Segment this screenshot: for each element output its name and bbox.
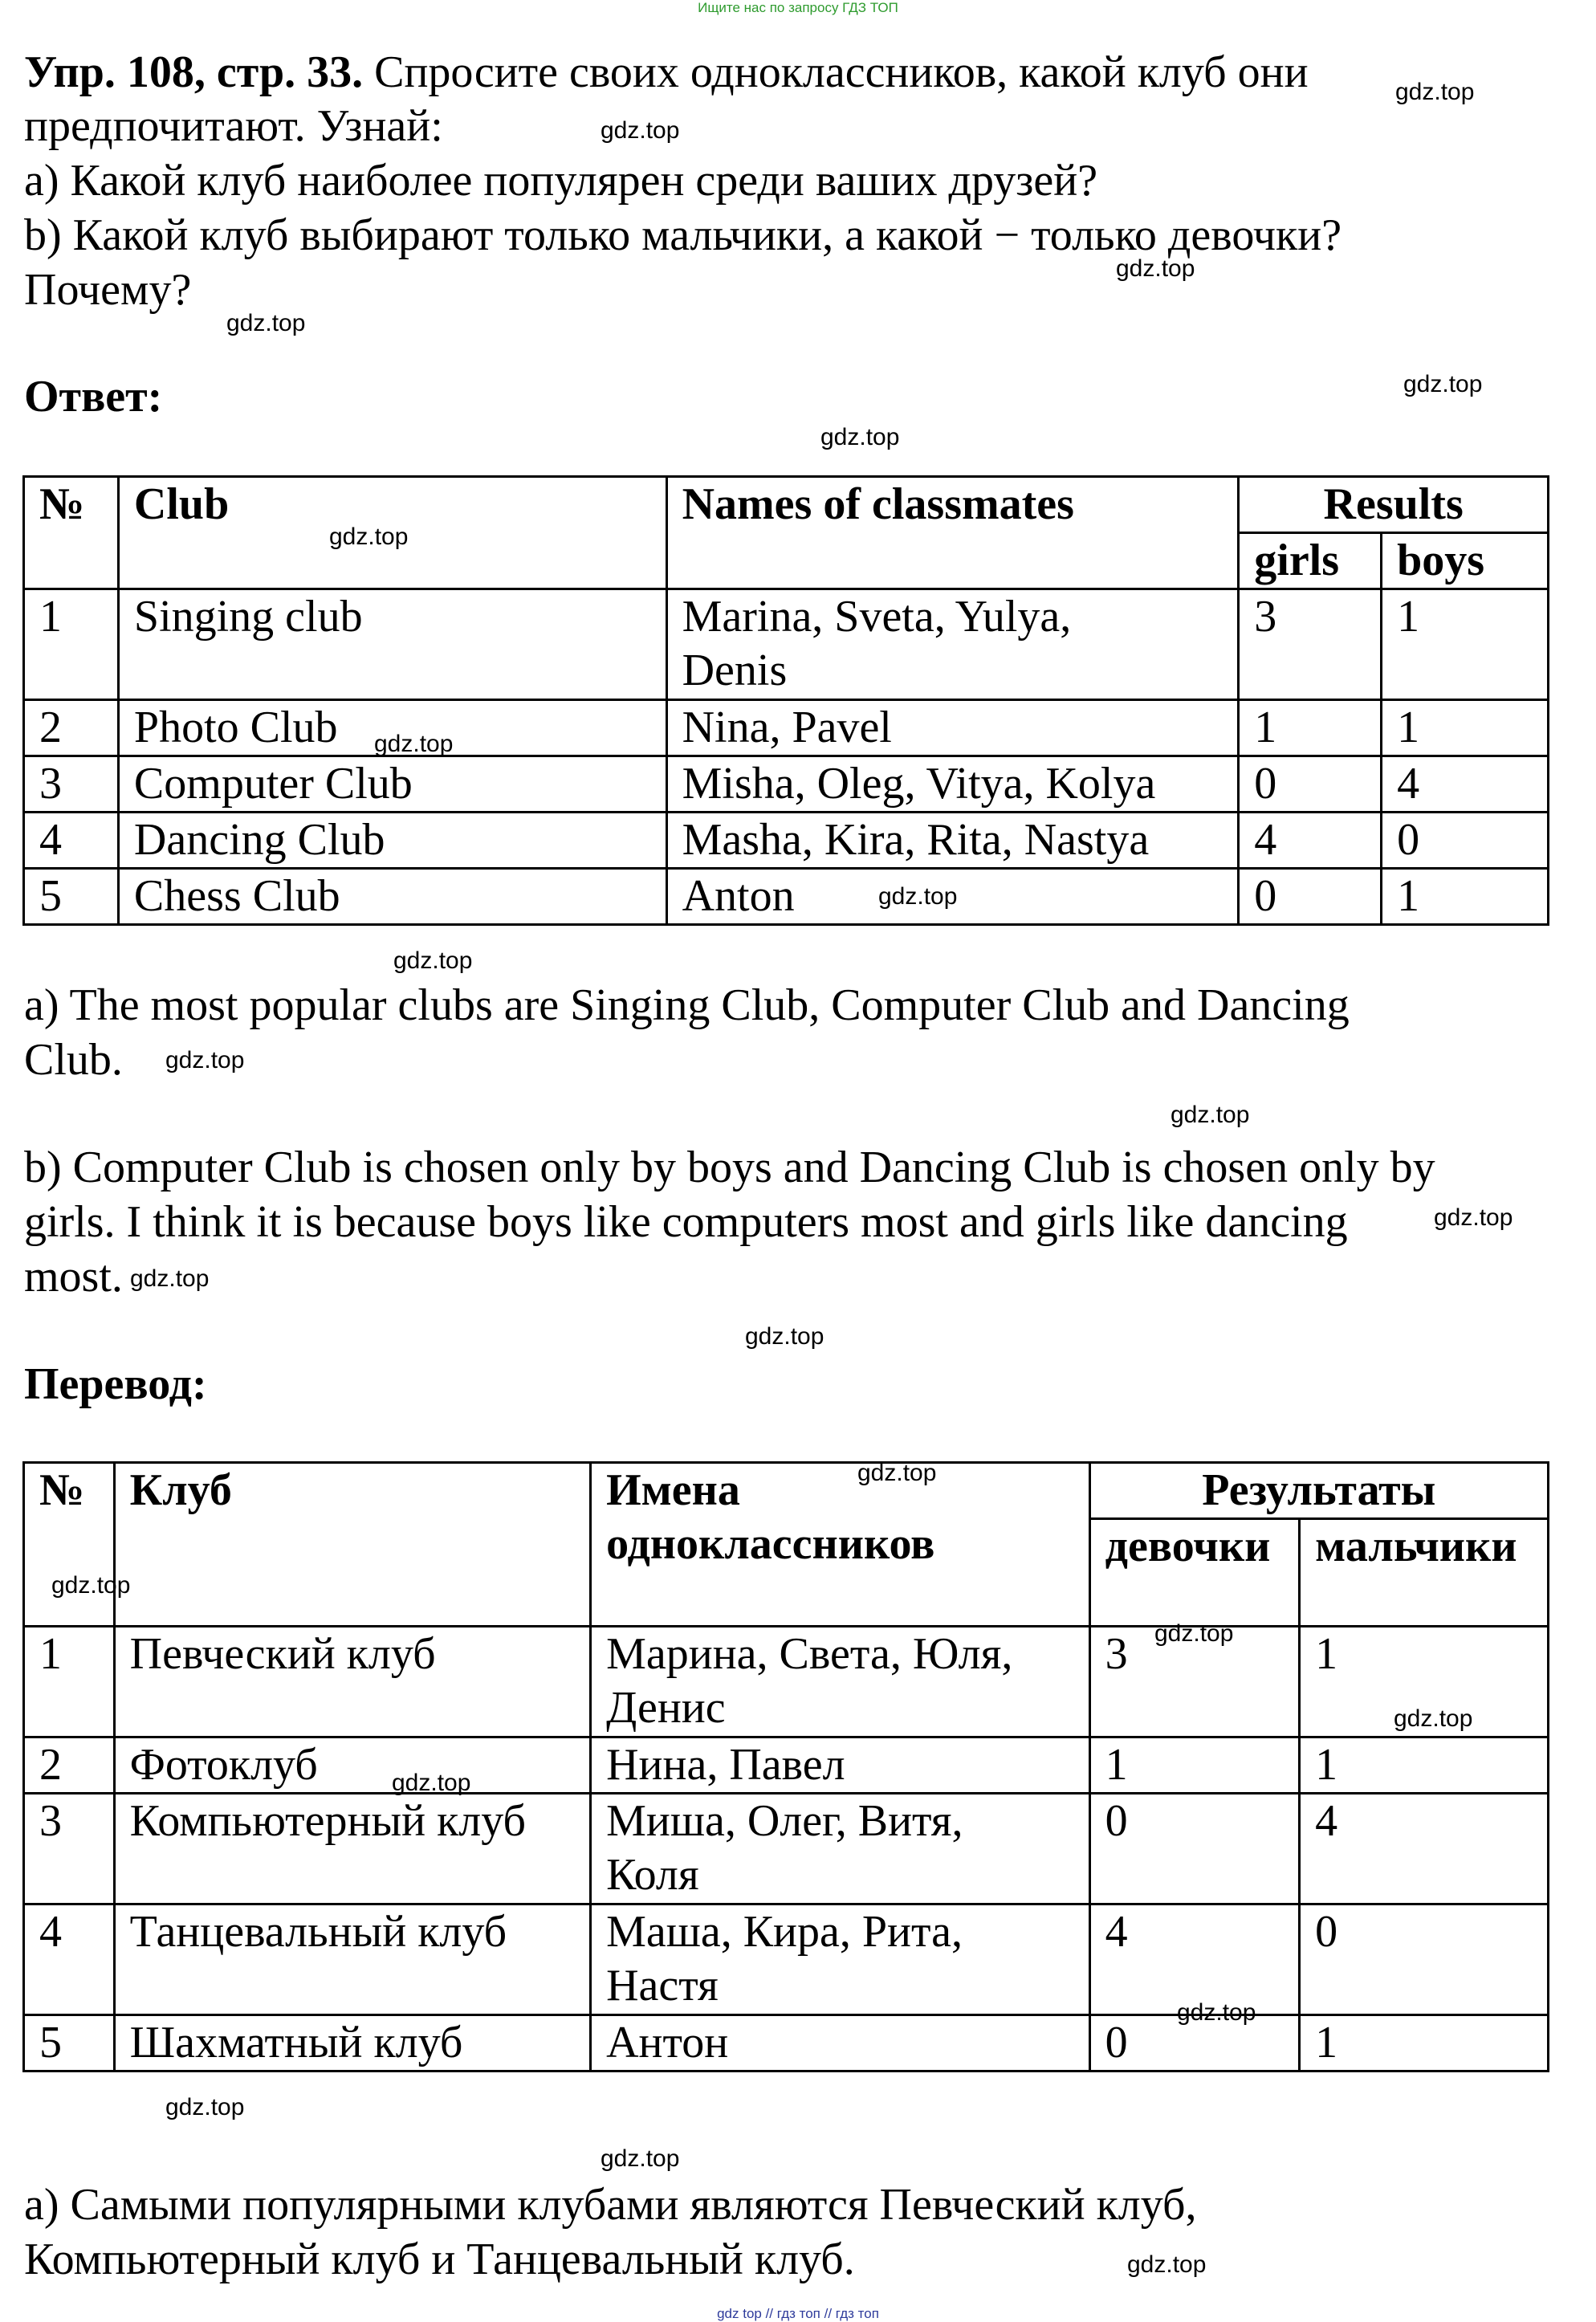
table-row [24,1904,1549,2015]
russian-club-table [22,1461,1549,2072]
task-line-2: предпочитают. Узнай: [24,101,443,151]
header-number: № [24,1463,115,1627]
row-girls: 0 [1089,2015,1300,2071]
top-note: Ищите нас по запросу ГДЗ ТОП [698,0,898,15]
row-club: Певческий клуб [114,1627,590,1737]
table-row [24,700,1549,756]
row-number: 5 [24,2015,115,2071]
row-boys: 1 [1382,869,1549,925]
row-boys: 0 [1382,813,1549,869]
header-club: Club [118,477,666,589]
row-names: Миша, Олег, Витя, Коля [591,1794,1090,1904]
watermark: gdz.top [857,1460,937,1486]
task-line-3: a) Какой клуб наиболее популярен среди ваших друзей? [24,156,1098,206]
watermark: gdz.top [393,947,473,974]
row-names: Антон [591,2015,1090,2071]
translation-a-line-2: Компьютерный клуб и Танцевальный клуб. [24,2234,855,2284]
row-girls: 1 [1089,1737,1300,1794]
row-girls: 0 [1239,756,1382,813]
row-names: Marina, Sveta, Yulya, Denis [666,589,1239,700]
watermark: gdz.top [329,523,409,550]
task-line-4: b) Какой клуб выбирают только мальчики, а какой − только девочки? [24,210,1342,260]
watermark: gdz.top [165,2094,245,2120]
row-boys: 1 [1382,700,1549,756]
answer-b-line-2: girls. I think it is because boys like computers most and girls like dancing [24,1197,1348,1247]
row-boys: 4 [1382,756,1549,813]
task-title: Упр. 108, стр. 33. [24,47,364,97]
watermark: gdz.top [878,883,958,910]
watermark: gdz.top [1394,1705,1473,1732]
row-names: Anton [666,869,1239,925]
header-club: Клуб [114,1463,590,1627]
watermark: gdz.top [1177,1999,1256,2026]
watermark: gdz.top [1154,1620,1234,1647]
answer-heading: Ответ: [24,372,163,422]
watermark: gdz.top [374,731,454,757]
row-boys: 1 [1382,589,1549,700]
row-club: Шахматный клуб [114,2015,590,2071]
header-names: Имена одноклассников [591,1463,1090,1627]
row-names: Маша, Кира, Рита, Настя [591,1904,1090,2015]
header-results: Results [1239,477,1549,533]
table-row [24,2015,1549,2071]
answer-a-line-1: a) The most popular clubs are Singing Club, Computer Club and Dancing [24,980,1350,1030]
english-club-table [22,475,1549,926]
row-number: 5 [24,869,119,925]
watermark: gdz.top [1127,2251,1207,2278]
row-girls: 4 [1089,1904,1300,2015]
table-row [24,869,1549,925]
watermark: gdz.top [820,424,900,450]
watermark: gdz.top [226,310,306,336]
watermark: gdz.top [1171,1102,1250,1128]
row-girls: 1 [1239,700,1382,756]
header-number: № [24,477,119,589]
row-number: 3 [24,756,119,813]
row-club: Компьютерный клуб [114,1794,590,1904]
table-row [24,813,1549,869]
row-club: Chess Club [118,869,666,925]
row-girls: 4 [1239,813,1382,869]
answer-a-line-2: Club. [24,1035,123,1085]
header-girls: girls [1239,533,1382,589]
row-girls: 0 [1089,1794,1300,1904]
answer-b-line-3: most. [24,1252,123,1302]
header-results: Результаты [1089,1463,1548,1519]
row-club: Singing club [118,589,666,700]
row-girls: 3 [1239,589,1382,700]
table-row [24,589,1549,700]
table-row [24,756,1549,813]
row-number: 1 [24,589,119,700]
watermark: gdz.top [392,1770,471,1796]
table-row [24,1627,1549,1737]
answer-b-line-1: b) Computer Club is chosen only by boys and Dancing Club is chosen only by [24,1143,1435,1192]
translation-heading: Перевод: [24,1359,207,1409]
row-names: Misha, Oleg, Vitya, Kolya [666,756,1239,813]
row-names: Nina, Pavel [666,700,1239,756]
row-boys: 1 [1300,1627,1549,1737]
row-number: 4 [24,1904,115,2015]
row-number: 4 [24,813,119,869]
task-line-5: Почему? [24,265,192,315]
table-row [24,1794,1549,1904]
row-names: Masha, Kira, Rita, Nastya [666,813,1239,869]
row-boys: 1 [1300,1737,1549,1794]
watermark: gdz.top [601,117,680,144]
translation-a-line-1: a) Самыми популярными клубами являются Певческий клуб, [24,2180,1197,2230]
watermark: gdz.top [1395,79,1475,105]
watermark: gdz.top [1434,1204,1513,1231]
header-girls: девочки [1089,1519,1300,1627]
header-boys: boys [1382,533,1549,589]
task-line-1: Упр. 108, стр. 33. Спросите своих одноклассников, какой клуб они [24,47,1309,97]
row-club: Photo Club [118,700,666,756]
row-number: 2 [24,700,119,756]
watermark: gdz.top [1403,371,1483,397]
row-number: 3 [24,1794,115,1904]
row-number: 1 [24,1627,115,1737]
row-club: Computer Club [118,756,666,813]
header-boys: мальчики [1300,1519,1549,1627]
row-boys: 0 [1300,1904,1549,2015]
row-boys: 4 [1300,1794,1549,1904]
row-names: Нина, Павел [591,1737,1090,1794]
row-girls: 0 [1239,869,1382,925]
row-club: Фотоклуб [114,1737,590,1794]
watermark: gdz.top [601,2145,680,2172]
header-names: Names of classmates [666,477,1239,589]
row-boys: 1 [1300,2015,1549,2071]
row-number: 2 [24,1737,115,1794]
row-club: Танцевальный клуб [114,1904,590,2015]
watermark: gdz.top [1116,255,1195,282]
table-row [24,1737,1549,1794]
bottom-note: gdz top // гдз топ // гдз топ [717,2306,879,2321]
watermark: gdz.top [130,1265,210,1292]
watermark: gdz.top [165,1047,245,1073]
watermark: gdz.top [51,1572,131,1599]
row-names: Марина, Света, Юля, Денис [591,1627,1090,1737]
row-club: Dancing Club [118,813,666,869]
watermark: gdz.top [745,1323,824,1350]
row-girls: 3 [1089,1627,1300,1737]
